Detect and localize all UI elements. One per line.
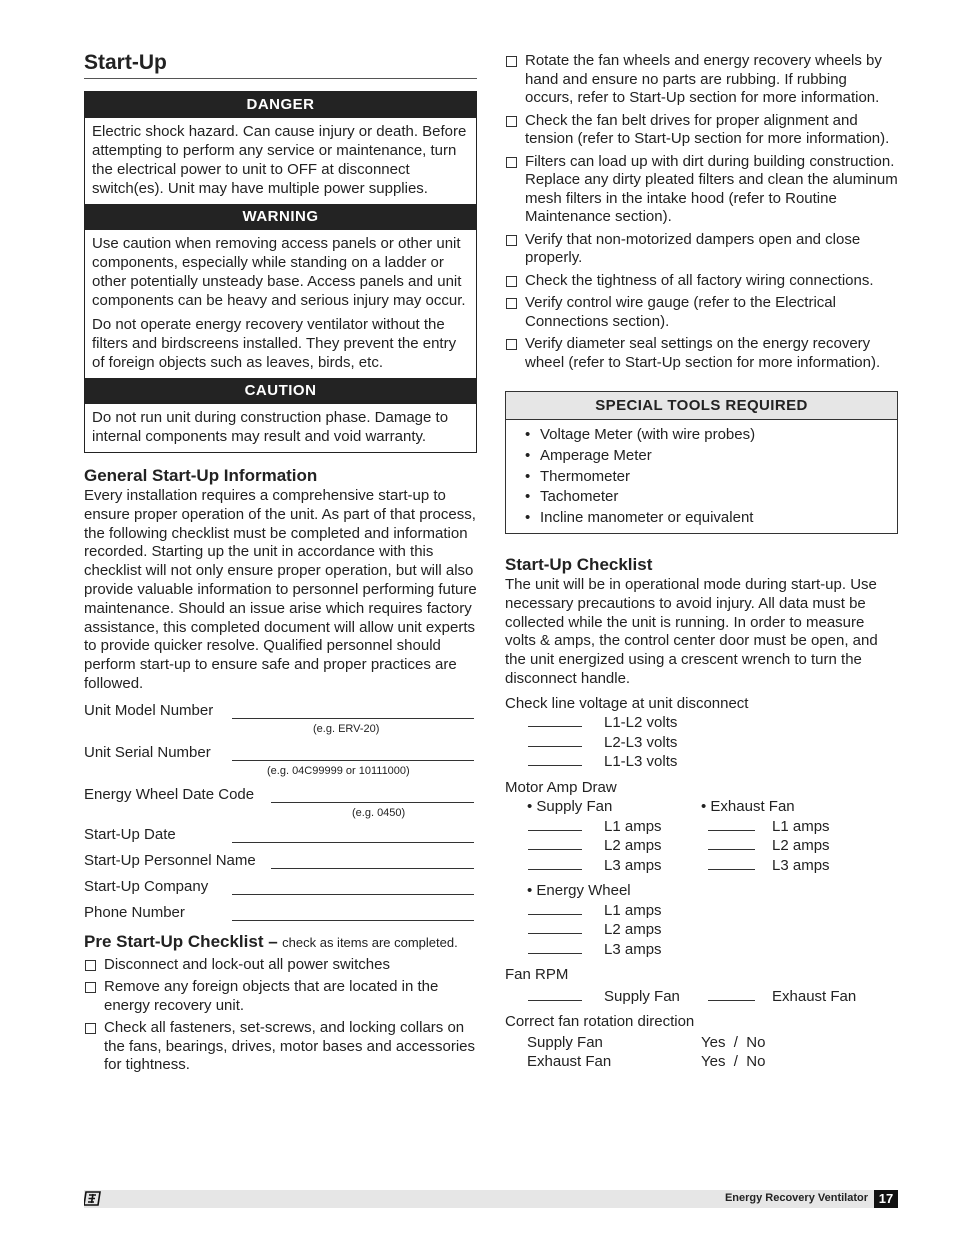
- phone-label: Phone Number: [84, 903, 185, 921]
- checkbox-icon[interactable]: [85, 1023, 96, 1034]
- amp-blank[interactable]: [528, 830, 582, 831]
- line-voltage-section: [505, 694, 898, 772]
- yes-no-option[interactable]: Yes / No: [701, 1033, 766, 1051]
- fan-rpm-label: Fan RPM: [505, 966, 569, 984]
- rpm-blank[interactable]: [528, 1000, 582, 1001]
- checklist-text: The unit will be in operational mode during start-up. Use necessary precautions to avoid injury. All data must be collected while the unit is running. In order to measure volts & amps, the control center door must be open, and the unit energized using a crescent wrench to turn the disconnect handle.: [505, 575, 878, 687]
- pre-item[interactable]: Rotate the fan wheels and energy recovery wheels by hand and ensure no parts are rubbing. If rubbing occurs, refer to Start-Up section for more information.: [505, 52, 898, 108]
- personnel-row: [84, 852, 477, 878]
- pre-checklist-heading: [84, 932, 477, 952]
- model-field[interactable]: [232, 718, 474, 719]
- wheel-row: [84, 786, 477, 826]
- tool-item: • Voltage Meter (with wire probes): [525, 425, 897, 446]
- page-number: 17: [874, 1190, 898, 1208]
- voltage-blank[interactable]: [528, 765, 582, 766]
- amp-blank[interactable]: [528, 869, 582, 870]
- yes-no-option[interactable]: Yes / No: [701, 1053, 766, 1071]
- model-row: [84, 702, 477, 744]
- personnel-label: Start-Up Personnel Name: [84, 851, 256, 869]
- amp-blank[interactable]: [528, 914, 582, 915]
- pre-item[interactable]: Filters can load up with dirt during building construction. Replace any dirty pleated filters and clean the aluminum mesh filters in the intake hood (refer to Routine Maintenance section).: [505, 153, 898, 227]
- exhaust-fan-label: • Exhaust Fan: [701, 798, 795, 816]
- rotation-label: Correct fan rotation direction: [505, 1013, 695, 1031]
- page-footer: [84, 1190, 898, 1208]
- wheel-example: (e.g. 0450): [352, 806, 406, 819]
- pre-item[interactable]: Check the fan belt drives for proper alignment and tension (refer to Start-Up section for more information).: [505, 112, 898, 149]
- amp-row: L1 amps: [505, 901, 898, 921]
- fan-labels-row: [505, 797, 898, 817]
- pre-item[interactable]: Verify diameter seal settings on the energy recovery wheel (refer to Start-Up section for more information).: [505, 335, 898, 372]
- danger-header: DANGER: [85, 92, 476, 118]
- serial-field[interactable]: [232, 760, 474, 761]
- pre-checklist-right: [505, 52, 898, 372]
- pre-checklist-left: [84, 956, 477, 1075]
- amp-blank[interactable]: [528, 849, 582, 850]
- wheel-label: Energy Wheel Date Code: [84, 785, 255, 803]
- page-title: Start-Up: [84, 50, 477, 79]
- date-row: [84, 826, 477, 852]
- amp-draw-label: Motor Amp Draw: [505, 778, 617, 796]
- caution-header: CAUTION: [85, 378, 476, 404]
- amp-blank[interactable]: [708, 849, 755, 850]
- danger-text: Electric shock hazard. Can cause injury or death. Before attempting to perform any service or maintenance, turn the electrical power to unit to OFF at disconnect switch(es). Unit may have multiple power supplies.: [92, 123, 467, 197]
- tools-heading: SPECIAL TOOLS REQUIRED: [506, 392, 897, 420]
- pre-subheading: check as items are completed.: [282, 934, 458, 950]
- tool-item: • Amperage Meter: [525, 446, 897, 467]
- company-label: Start-Up Company: [84, 877, 209, 895]
- checkbox-icon[interactable]: [506, 298, 517, 309]
- document-name: Energy Recovery Ventilator: [724, 1192, 868, 1204]
- amp-row: L2 amps L2 amps: [505, 836, 898, 856]
- date-label: Start-Up Date: [84, 825, 176, 843]
- fan-rpm-section: [505, 965, 898, 1006]
- voltage-row: L1-L2 volts: [505, 713, 898, 733]
- checkbox-icon[interactable]: [506, 56, 517, 67]
- checkbox-icon[interactable]: [85, 982, 96, 993]
- date-field[interactable]: [232, 842, 474, 843]
- rotation-section: [505, 1012, 898, 1072]
- pre-item[interactable]: Verify control wire gauge (refer to the Electrical Connections section).: [505, 294, 898, 331]
- warning-header: WARNING: [85, 204, 476, 230]
- voltage-row: L1-L3 volts: [505, 752, 898, 772]
- rotation-row: Supply Fan Yes / No: [527, 1033, 766, 1051]
- unit-info-form: [84, 702, 477, 930]
- pre-item[interactable]: Check all fasteners, set-screws, and locking collars on the fans, bearings, drives, motor bases and accessories for tightness.: [84, 1019, 477, 1075]
- amp-row: L2 amps: [505, 920, 898, 940]
- checkbox-icon[interactable]: [506, 116, 517, 127]
- right-column: [505, 52, 898, 1072]
- voltage-blank[interactable]: [528, 726, 582, 727]
- amp-row: L1 amps L1 amps: [505, 817, 898, 837]
- amp-blank[interactable]: [708, 869, 755, 870]
- amp-blank[interactable]: [708, 830, 755, 831]
- caution-text: Do not run unit during construction phase. Damage to internal components may result and void warranty.: [92, 409, 449, 445]
- greenheck-logo-icon: [84, 1191, 102, 1206]
- line-voltage-label: Check line voltage at unit disconnect: [505, 694, 749, 712]
- safety-alert-box: [84, 91, 477, 453]
- tools-list: [506, 420, 897, 533]
- special-tools-box: [505, 391, 898, 534]
- amp-draw-section: [505, 778, 898, 960]
- amp-blank[interactable]: [528, 953, 582, 954]
- pre-item[interactable]: Remove any foreign objects that are located in the energy recovery unit.: [84, 978, 477, 1015]
- general-text: Every installation requires a comprehensive start-up to ensure proper operation of the unit. As part of that process, the following checklist must be completed and information recorded. Starting up the unit in accordance with this checklist will not only ensure proper operation, but will also provide valuable information to personnel performing future maintenance. Should an issue arise which requires factory assistance, this completed document will allow unit experts to provide quicker resolve. Qualified personnel should perform start-up to ensure safe and proper practices are followed.: [84, 487, 477, 692]
- warning-text-2: Do not operate energy recovery ventilator without the filters and birdscreens installed. They prevent the entry of foreign objects such as leaves, birds, etc.: [92, 316, 457, 371]
- voltage-blank[interactable]: [528, 746, 582, 747]
- rotation-row: Exhaust Fan Yes / No: [527, 1053, 766, 1071]
- pre-item[interactable]: Disconnect and lock-out all power switches: [84, 956, 477, 975]
- serial-row: [84, 744, 477, 786]
- serial-label: Unit Serial Number: [84, 743, 211, 761]
- serial-example: (e.g. 04C99999 or 10111000): [267, 764, 410, 777]
- tool-item: • Incline manometer or equivalent: [525, 508, 897, 529]
- tool-item: • Tachometer: [525, 487, 897, 508]
- energy-wheel-label: • Energy Wheel: [527, 882, 631, 900]
- checkbox-icon[interactable]: [506, 157, 517, 168]
- amp-blank[interactable]: [528, 933, 582, 934]
- danger-body: [85, 118, 476, 204]
- warning-text-1: Use caution when removing access panels or other unit components, especially while standing on a ladder or other potentially unsteady base. Access panels and unit components can be heavy and serious injury may occur.: [92, 235, 466, 309]
- phone-field[interactable]: [232, 920, 474, 921]
- company-row: [84, 878, 477, 904]
- energy-wheel-row: [505, 881, 898, 901]
- pre-item[interactable]: Check the tightness of all factory wiring connections.: [505, 272, 898, 291]
- general-heading: General Start-Up Information: [84, 466, 318, 485]
- rpm-row: Supply Fan Exhaust Fan: [505, 987, 898, 1007]
- amp-row: L3 amps L3 amps: [505, 856, 898, 876]
- voltage-row: L2-L3 volts: [505, 733, 898, 753]
- checklist-heading: Start-Up Checklist: [505, 554, 653, 574]
- phone-row: [84, 904, 477, 930]
- supply-fan-label: • Supply Fan: [527, 798, 613, 816]
- wheel-field[interactable]: [271, 802, 474, 803]
- amp-row: L3 amps: [505, 940, 898, 960]
- model-example: (e.g. ERV-20): [313, 722, 380, 735]
- warning-body: [85, 230, 476, 378]
- rpm-blank[interactable]: [708, 1000, 755, 1001]
- pre-heading: Pre Start-Up Checklist –: [84, 931, 278, 951]
- model-label: Unit Model Number: [84, 701, 214, 719]
- company-field[interactable]: [232, 894, 474, 895]
- checkbox-icon[interactable]: [506, 276, 517, 287]
- left-column: [84, 50, 477, 1079]
- tool-item: • Thermometer: [525, 467, 897, 488]
- checkbox-icon[interactable]: [85, 960, 96, 971]
- checkbox-icon[interactable]: [506, 235, 517, 246]
- pre-item[interactable]: Verify that non-motorized dampers open and close properly.: [505, 231, 898, 268]
- checkbox-icon[interactable]: [506, 339, 517, 350]
- personnel-field[interactable]: [271, 868, 474, 869]
- caution-body: [85, 404, 476, 452]
